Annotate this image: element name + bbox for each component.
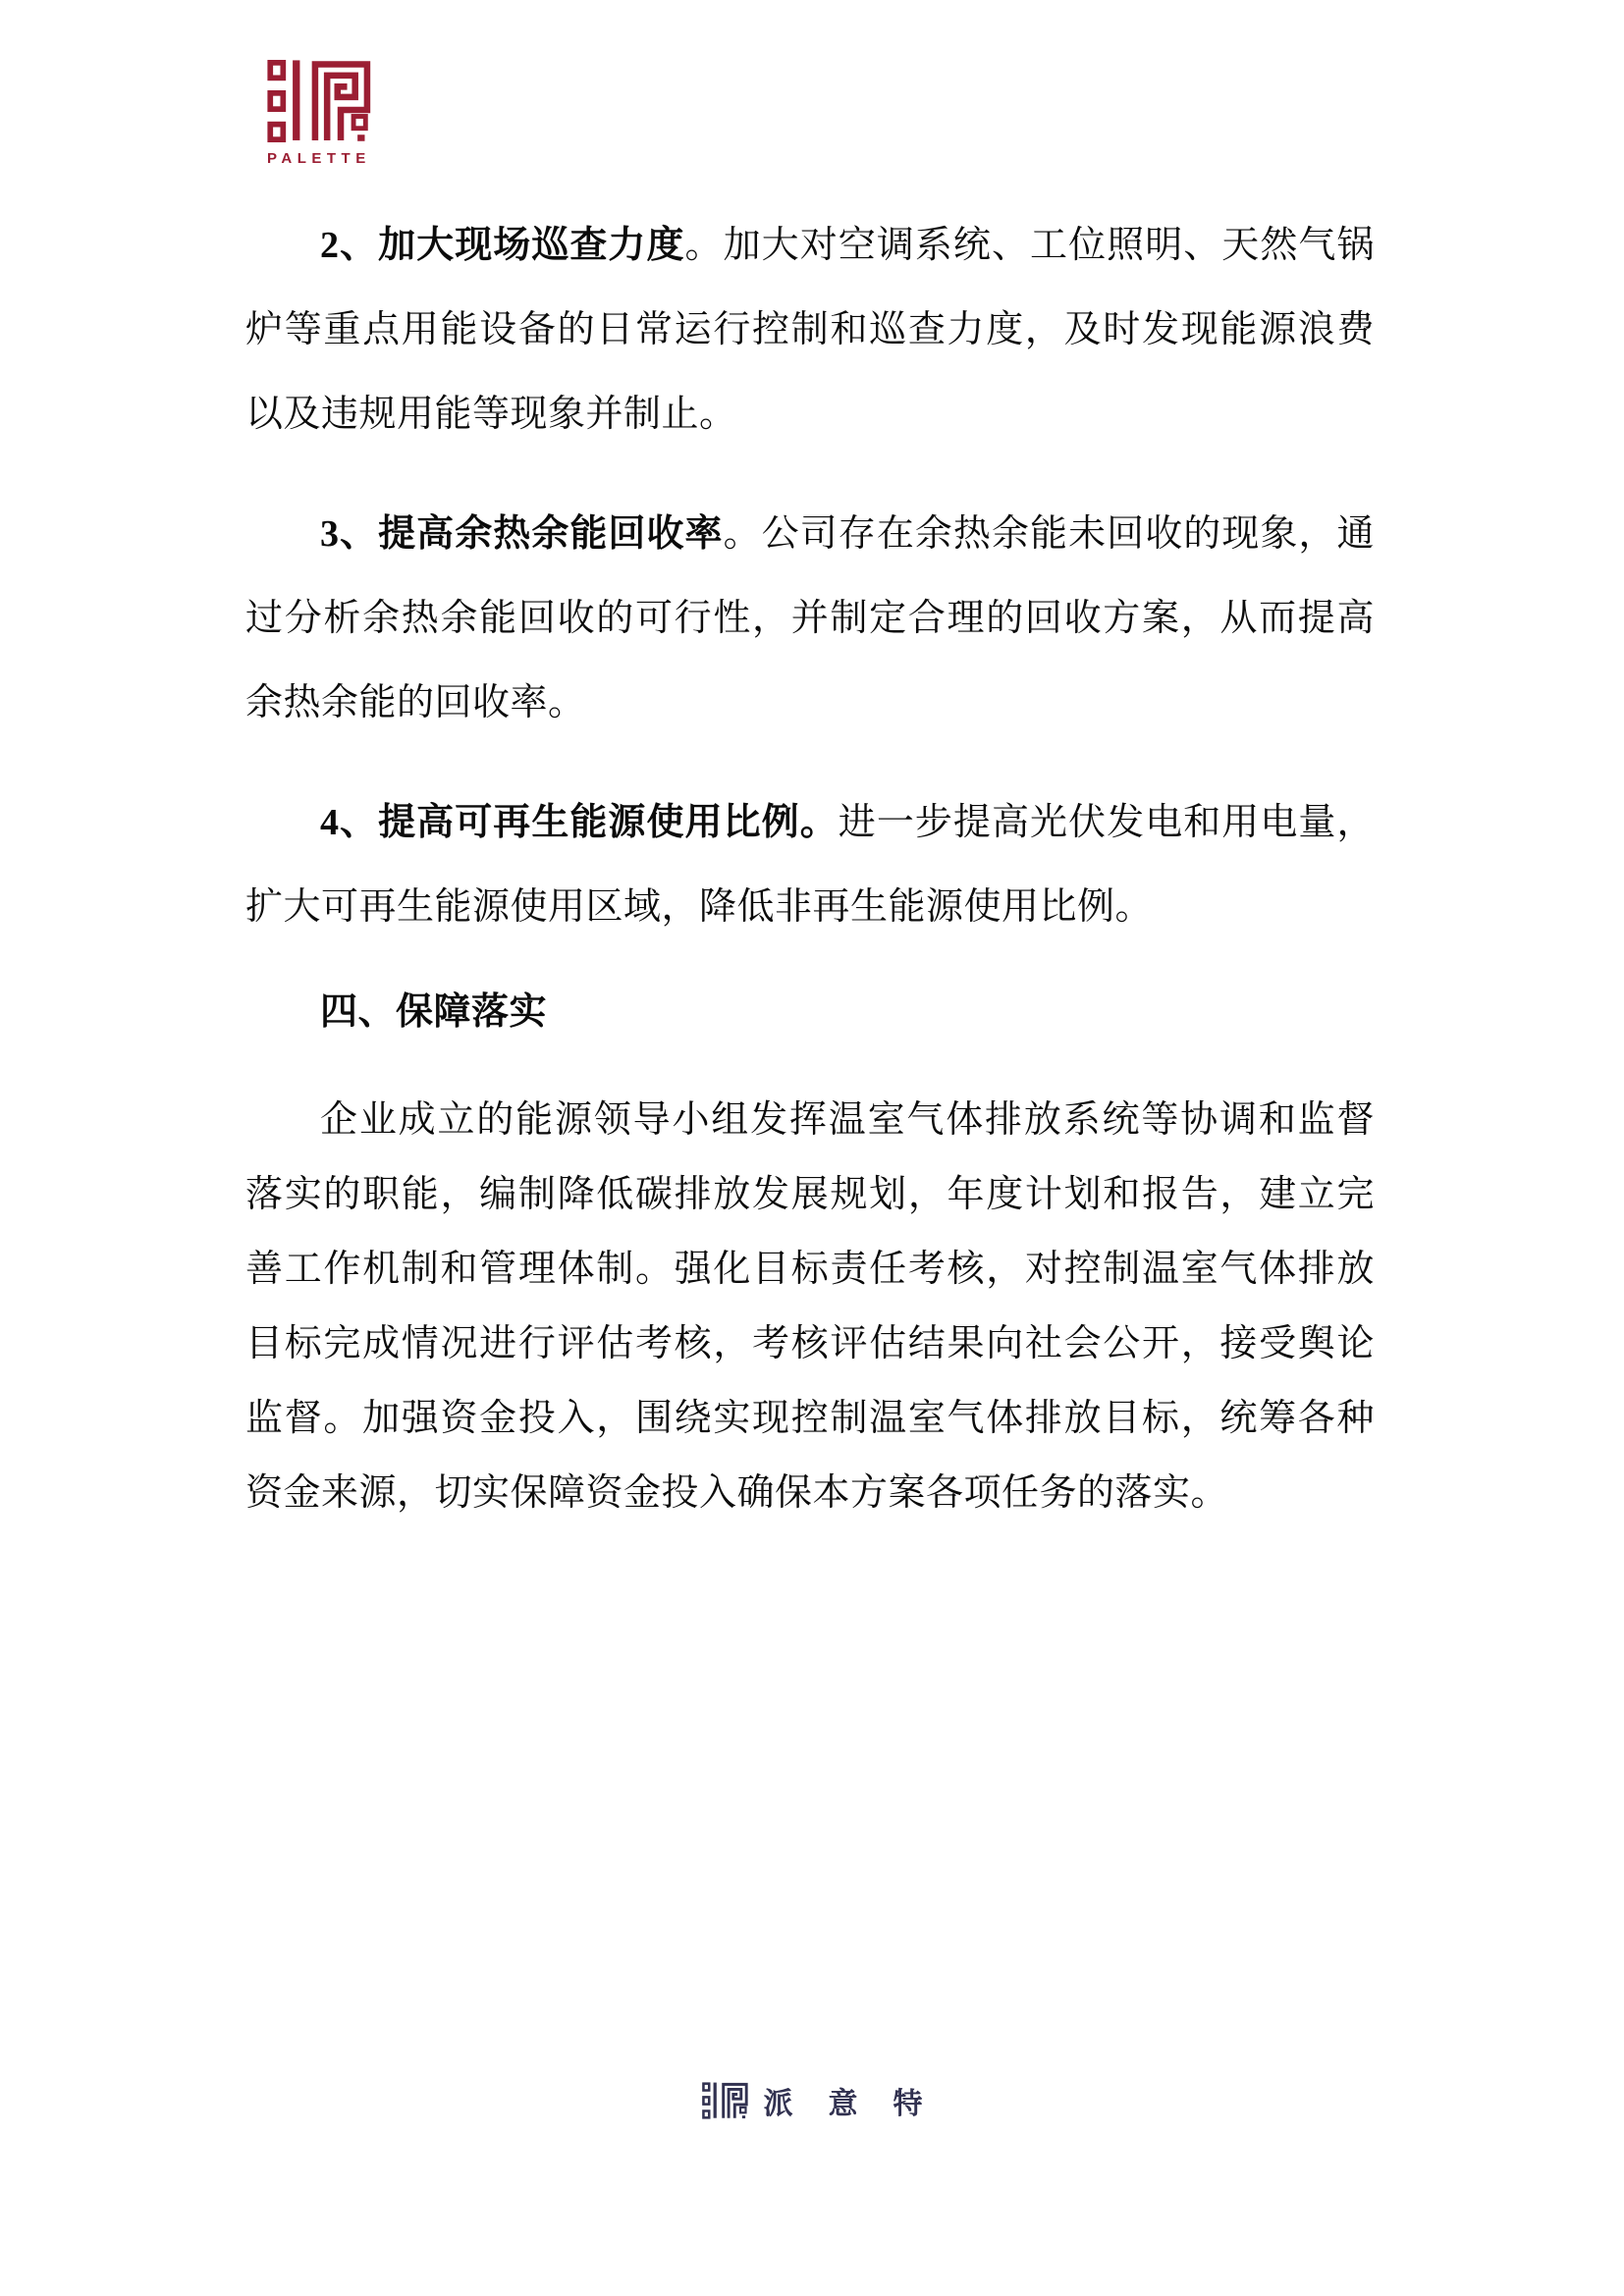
paiyite-logo-icon bbox=[702, 2081, 748, 2120]
section-heading: 四、保障落实 bbox=[320, 991, 548, 1033]
palette-logo-icon bbox=[267, 57, 371, 145]
paragraph-text: 。公司存在余热余能未回收的现象，通过分析余热余能回收的可行性，并制定合理的回收方案，从而提高余热余能的回收率。 bbox=[245, 513, 1375, 723]
document-body bbox=[245, 203, 1375, 1530]
paragraph-item-2 bbox=[245, 203, 1375, 456]
paragraph-item-3 bbox=[245, 492, 1375, 745]
footer-brand-text: 派意特 bbox=[763, 2088, 958, 2120]
paragraph-item-4 bbox=[245, 780, 1375, 949]
paragraph-text: 。加大对空调系统、工位照明、天然气锅炉等重点用能设备的日常运行控制和巡查力度，及时发现能源浪费以及违规用能等现象并制止。 bbox=[245, 225, 1375, 435]
header-logo bbox=[267, 57, 395, 167]
paragraph-text: 进一步提高光伏发电和用电量，扩大可再生能源使用区域，降低非再生能源使用比例。 bbox=[245, 802, 1375, 928]
paragraph-lead: 2、加大现场巡查力度 bbox=[320, 225, 685, 266]
paragraph-lead: 3、提高余热余能回收率 bbox=[320, 513, 724, 555]
footer-logo bbox=[0, 2079, 1624, 2122]
paragraph-lead: 4、提高可再生能源使用比例。 bbox=[320, 802, 839, 843]
palette-wordmark: PALETTE bbox=[267, 150, 371, 167]
closing-paragraph: 企业成立的能源领导小组发挥温室气体排放系统等协调和监督落实的职能，编制降低碳排放发展规划，年度计划和报告，建立完善工作机制和管理体制。强化目标责任考核，对控制温室气体排放目标完成情况进行评估考核，考核评估结果向社会公开，接受舆论监督。加强资金投入，围绕实现控制温室气体排放目标，统筹各种资金来源，切实保障资金投入确保本方案各项任务的落实。 bbox=[245, 1099, 1375, 1514]
